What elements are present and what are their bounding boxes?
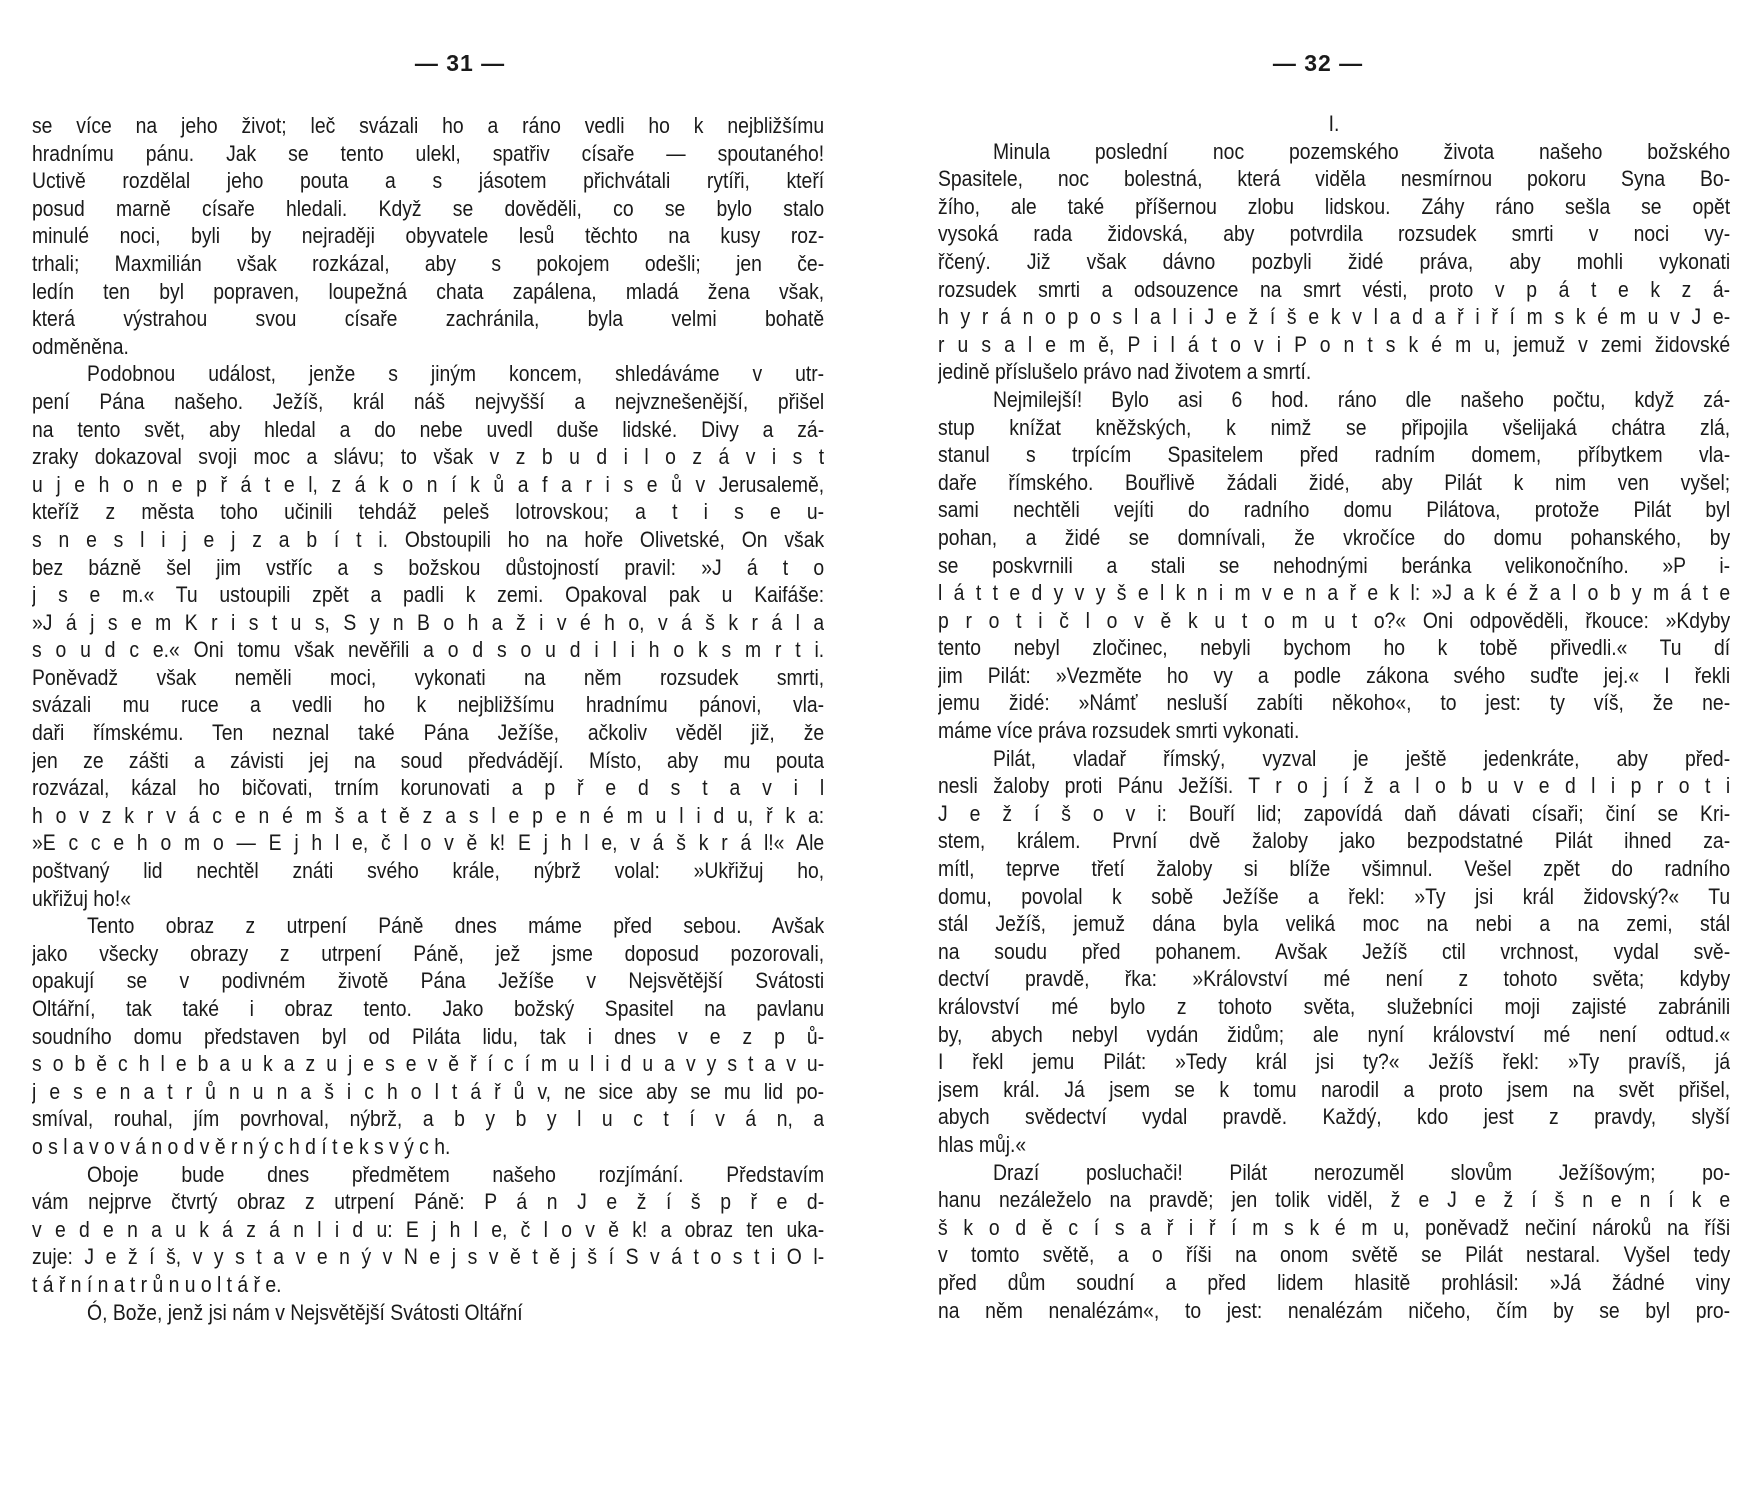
text-line: se více na jeho život; leč svázali ho a ráno vedli ho k nejbližšímu xyxy=(32,113,825,138)
text-line: nesli žaloby proti Pánu Ježíši. T r o j í ž a l o b u v e d l i p r o t i xyxy=(938,773,1731,799)
text-line: zraky dokazoval svoji moc a slávu; to však v z b u d i l o z á v i s t xyxy=(32,444,825,470)
text-line: trhali; Maxmilián však rozkázal, aby s pokojem odešli; jen če- xyxy=(32,250,825,276)
text-line: mítl, teprve třetí žaloby si blíže všimnul. Vešel zpět do radního xyxy=(938,856,1731,882)
text-line: »J á j s e m K r i s t u s, S y n B o h a ž i v é h o, v á š k r á l a xyxy=(32,609,825,635)
text-line: dectví pravdě, řka: »Království mé není z tohoto světa; kdyby xyxy=(938,966,1731,992)
text-line: o s l a v o v á n o d v ě r n ý c h d í t e k s v ý c h. xyxy=(32,1133,451,1159)
page-text xyxy=(938,110,1730,1324)
text-line: tento nebyl zločinec, nebyli bychom ho k tobě přivedli.« Tu dí xyxy=(938,635,1731,661)
text-line: j e s e n a t r ů n u n a š i c h o l t á ř ů v, ne sice aby se mu lid po- xyxy=(32,1078,825,1104)
text-line: š k o d ě c í s a ř i ř í m s k é m u, poněvadž nečiní nároků na říši xyxy=(938,1214,1731,1240)
text-line: opakují se v podivném životě Pána Ježíše v Nejsvětější Svátosti xyxy=(32,968,825,994)
text-line: jen ze zášti a závisti jej na soud předvádějí. Místo, aby mu pouta xyxy=(32,747,825,773)
text-line: se poskvrnili a stali se nehodnými beránka velikonočního. »P i- xyxy=(938,552,1731,578)
text-line: v e d e n a u k á z á n l i d u: E j h l e, č l o v ě k! a obraz ten uka- xyxy=(32,1216,825,1242)
text-line: Poněvadž však neměli moci, vykonati na něm rozsudek smrti, xyxy=(32,664,825,690)
section-heading: I. xyxy=(1328,111,1340,136)
text-line: minulé noci, byli by nejraději obyvatele lesů těchto na kusy roz- xyxy=(32,223,825,249)
text-line: Minula poslední noc pozemského života našeho božského xyxy=(993,138,1731,164)
text-line: rozsudek smrti a odsouzence na smrt vésti, proto v p á t e k z á- xyxy=(938,276,1731,302)
text-line: t á ř n í n a t r ů n u o l t á ř e. xyxy=(32,1271,282,1297)
text-line: řčený. Již však dávno pozbyli židé práva, aby mohli vykonati xyxy=(938,248,1731,274)
text-line: před dům soudní a před lidem hlasitě prohlásil: »Já žádné viny xyxy=(938,1269,1731,1295)
text-line: Uctivě rozdělal jeho pouta a s jásotem přichvátali rytíři, kteří xyxy=(32,168,825,194)
text-line: království mé bylo z tohoto světa, služebníci moji zajisté zabránili xyxy=(938,994,1731,1019)
text-line: by, abych nebyl vydán židům; ale nyní království mé není odtud.« xyxy=(938,1021,1731,1047)
text-line: Tento obraz z utrpení Páně dnes máme před sebou. Avšak xyxy=(87,913,825,939)
text-line: jedině příslušelo právo nad životem a smrtí. xyxy=(938,359,1312,385)
text-line: ukřižuj ho!« xyxy=(32,885,131,911)
text-line: p r o t i č l o v ě k u t o m u t o?« Oni odpověděli, řkouce: »Kdyby xyxy=(938,607,1731,633)
text-line: Podobnou událost, jenže s jiným koncem, shledáváme v utr- xyxy=(87,361,825,387)
text-line: odměněna. xyxy=(32,333,129,359)
text-line: na tento svět, aby hledal a do nebe uvedl duše lidské. Divy a zá- xyxy=(32,416,825,442)
text-line: ledín ten byl popraven, loupežná chata zapálena, mladá žena však, xyxy=(32,278,825,304)
text-line: svázali mu ruce a vedli ho k nejbližšímu hradnímu pánovi, vla- xyxy=(32,692,825,718)
text-line: na soudu před pohanem. Avšak Ježíš ctil vrchnost, vydal svě- xyxy=(938,938,1731,964)
text-line: r u s a l e m ě, P i l á t o v i P o n t s k é m u, jemuž v zemi židovské xyxy=(938,331,1731,357)
text-line: zuje: J e ž í š, v y s t a v e n ý v N e j s v ě t ě j š í S v á t o s t i O l- xyxy=(32,1244,825,1270)
text-line: v tomto světě, a o říši na onom světě se Pilát nestaral. Vyšel tedy xyxy=(938,1242,1731,1268)
text-line: hradnímu pánu. Jak se tento ulekl, spatřiv císaře — spoutaného! xyxy=(32,140,825,166)
text-line: s o b ě c h l e b a u k a z u j e s e v ě ř í c í m u l i d u a v y s t a v u- xyxy=(32,1051,825,1077)
text-line: u j e h o n e p ř á t e l, z á k o n í k ů a f a r i s e ů v Jerusalemě, xyxy=(32,471,825,497)
text-line: h y r á n o p o s l a l i J e ž í š e k v l a d a ř i ř í m s k é m u v J e- xyxy=(938,304,1731,330)
text-line: poštvaný lid nechtěl znáti svého krále, nýbrž volal: »Ukřižuj ho, xyxy=(32,858,825,884)
text-line: h o v z k r v á c e n é m š a t ě z a s l e p e n é m u l i d u, ř k a: xyxy=(32,802,825,828)
text-line: daři římskému. Ten neznal také Pána Ježíše, ačkoliv věděl již, že xyxy=(32,720,825,746)
text-line: stál Ježíš, jemuž dána byla veliká moc na nebi a na zemi, stál xyxy=(938,911,1731,937)
text-line: Ó, Bože, jenž jsi nám v Nejsvětější Svátosti Oltářní xyxy=(87,1299,523,1325)
text-line: smíval, rouhal, jím povrhoval, nýbrž, a b y b y l u c t í v á n, a xyxy=(32,1106,825,1132)
text-line: stup knížat kněžských, k nimž se připojila všelijaká chátra zlá, xyxy=(938,414,1731,440)
text-line: stem, králem. První dvě žaloby jako bezpodstatné Pilát ihned za- xyxy=(938,828,1731,854)
text-line: s n e s l i j e j z a b í t i. Obstoupili ho na hoře Olivetské, On však xyxy=(32,526,825,552)
text-line: J e ž í š o v i: Bouří lid; zapovídá daň dávati císaři; činí se Kri- xyxy=(938,800,1731,826)
text-line: s o u d c e.« Oni tomu však nevěřili a o d s o u d i l i h o k s m r t i. xyxy=(32,637,825,663)
text-line: »E c c e h o m o — E j h l e, č l o v ě k! E j h l e, v á š k r á l!« Ale xyxy=(32,830,825,856)
text-line: Nejmilejší! Bylo asi 6 hod. ráno dle našeho počtu, když zá- xyxy=(993,386,1731,412)
page-number: — 31 — xyxy=(414,50,506,76)
text-line: soudního domu představen byl od Piláta lidu, tak i dnes v e z p ů- xyxy=(32,1023,825,1049)
text-line: bez bázně šel jim vstříc a s božskou důstojností pravil: »J á t o xyxy=(32,554,825,580)
page-text xyxy=(32,112,824,1326)
text-line: vysoká rada židovská, aby potvrdila rozsudek smrti v noci vy- xyxy=(938,221,1731,247)
text-line: domu, povolal k sobě Ježíše a řekl: »Ty jsi král židovský?« Tu xyxy=(938,883,1731,909)
text-line: žího, ale také příšernou zlobu lidskou. Záhy ráno sešla se opět xyxy=(938,193,1731,219)
text-line: j s e m.« Tu ustoupili zpět a padli k zemi. Opakoval pak u Kaifáše: xyxy=(32,582,825,608)
text-line: pení Pána našeho. Ježíš, král náš nejvyšší a nejvznešenější, přišel xyxy=(32,388,825,414)
text-line: na něm nenalézám«, to jest: nenalézám ničeho, čím by se byl pro- xyxy=(938,1297,1731,1323)
left-page xyxy=(32,0,824,1500)
text-line: jemu židé: »Námť nesluší zabíti někoho«, to jest: ty víš, že ne- xyxy=(938,690,1731,716)
text-line: vám nejprve čtvrtý obraz z utrpení Páně: P á n J e ž í š p ř e d- xyxy=(32,1189,825,1215)
page-number: — 32 — xyxy=(1272,50,1364,76)
text-line: jim Pilát: »Vezměte ho vy a podle zákona svého suďte jej.« I řekli xyxy=(938,662,1731,688)
text-line: kteříž z města toho učinili tehdáž peleš lotrovskou; a t i s e u- xyxy=(32,499,825,525)
text-line: Oboje bude dnes předmětem našeho rozjímání. Představím xyxy=(87,1161,825,1187)
text-line: hlas můj.« xyxy=(938,1131,1027,1157)
text-line: l á t t e d y v y š e l k n i m v e n a ř e k l: »J a k é ž a l o b y m á t e xyxy=(938,580,1731,606)
text-line: máme více práva rozsudek smrti vykonati. xyxy=(938,718,1300,744)
text-line: Spasitele, noc bolestná, která viděla nesmírnou pokoru Syna Bo- xyxy=(938,166,1731,192)
text-line: která výstrahou svou císaře zachránila, byla velmi bohatě xyxy=(32,306,825,332)
text-line: abych svědectví vydal pravdě. Každý, kdo jest z pravdy, slyší xyxy=(938,1104,1731,1130)
text-line: jako všecky obrazy z utrpení Páně, jež jsme doposud pozorovali, xyxy=(32,940,825,966)
text-line: pohan, a židé se domnívali, že vkročíce do domu pohanského, by xyxy=(938,524,1731,550)
text-line: jsem král. Já jsem se k tomu narodil a proto jsem na svět přišel, xyxy=(938,1076,1731,1102)
text-line: Oltářní, tak také i obraz tento. Jako božský Spasitel na pavlanu xyxy=(32,996,825,1021)
text-line: hanu nezáleželo na pravdě; jen tolik viděl, ž e J e ž í š n e n í k e xyxy=(938,1187,1731,1213)
text-line: sami nechtěli vejíti do radního domu Pilátova, protože Pilát byl xyxy=(938,497,1731,523)
text-line: posud marně císaře hledali. Když se dověděli, co se bylo stalo xyxy=(32,195,825,221)
text-line: I řekl jemu Pilát: »Tedy král jsi ty?« Ježíš řekl: »Ty pravíš, já xyxy=(938,1049,1731,1075)
right-page xyxy=(938,0,1730,1500)
text-line: Pilát, vladař římský, vyzval je ještě jedenkráte, aby před- xyxy=(993,745,1731,771)
text-line: Drazí posluchači! Pilát nerozuměl slovům Ježíšovým; po- xyxy=(993,1159,1731,1185)
text-line: daře římského. Bouřlivě žádali židé, aby Pilát k nim ven vyšel; xyxy=(938,469,1731,495)
text-line: rozvázal, kázal ho bičovati, trním korunovati a p ř e d s t a v i l xyxy=(32,775,825,801)
text-line: stanul s trpícím Spasitelem před radním domem, příbytkem vla- xyxy=(938,442,1731,468)
